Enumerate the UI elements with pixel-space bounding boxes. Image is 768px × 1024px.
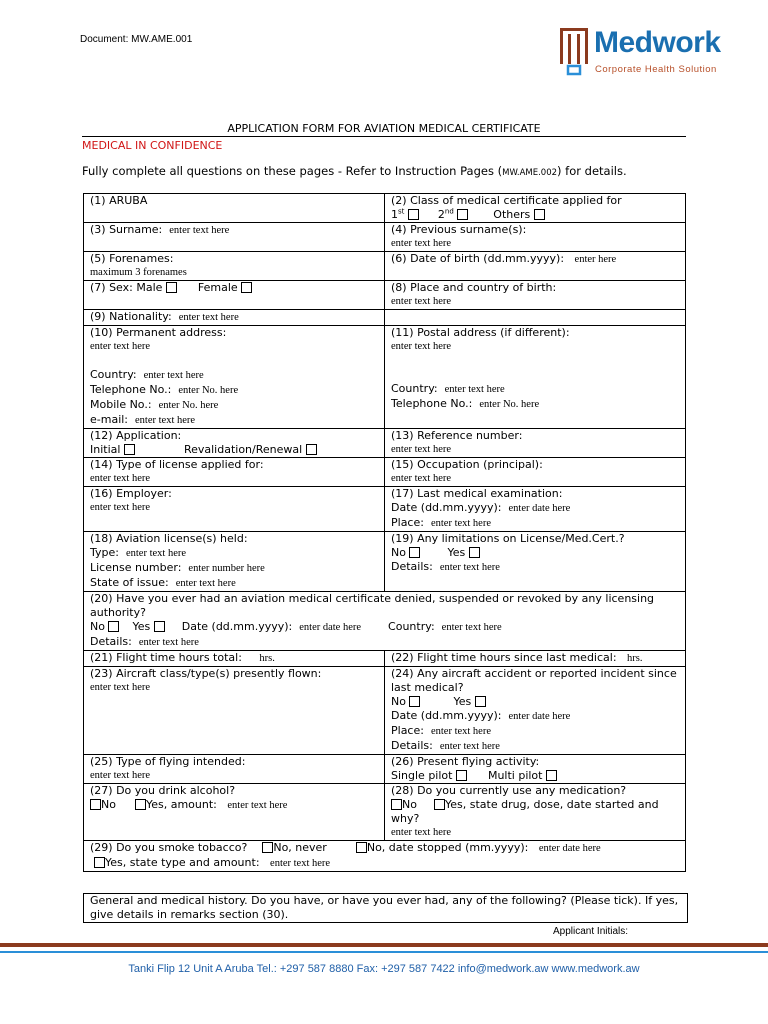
nationality-input[interactable]: enter text here: [178, 312, 239, 323]
title-rule: [82, 136, 686, 137]
accident-label: (24) Any aircraft accident or reported incident since last medical?: [391, 667, 677, 694]
limitations-yes-checkbox[interactable]: [469, 547, 480, 558]
medication-input[interactable]: enter text here: [391, 827, 452, 838]
revalidation-checkbox[interactable]: [306, 444, 317, 455]
license-number-label: License number:: [90, 561, 182, 574]
male-checkbox[interactable]: [166, 282, 177, 293]
tobacco-stopped-checkbox[interactable]: [356, 842, 367, 853]
postal-telephone-input[interactable]: enter No. here: [479, 399, 540, 410]
form-row-4: [84, 281, 686, 310]
female-label: Female: [197, 281, 238, 294]
alcohol-no-label: No: [101, 798, 116, 811]
license-held-label: (18) Aviation license(s) held:: [90, 532, 248, 545]
occupation-label: (15) Occupation (principal):: [391, 458, 543, 471]
forenames-input[interactable]: maximum 3 forenames: [90, 267, 187, 278]
form-row-2: [84, 223, 686, 252]
single-pilot-checkbox[interactable]: [456, 770, 467, 781]
state-of-issue-label: State of issue:: [90, 576, 169, 589]
accident-details-input[interactable]: enter text here: [439, 741, 500, 752]
denied-details-label: Details:: [90, 635, 132, 648]
form-row-16: [84, 841, 686, 872]
medwork-logo: [558, 26, 733, 82]
aircraft-class-input[interactable]: enter text here: [90, 682, 151, 693]
medwork-logo-icon: [558, 26, 592, 76]
form-row-7: [84, 429, 686, 458]
medication-yes-checkbox[interactable]: [434, 799, 445, 810]
prev-surname-label: (4) Previous surname(s):: [391, 223, 527, 236]
tobacco-yes-checkbox[interactable]: [94, 857, 105, 868]
field-15: [385, 458, 686, 487]
medication-label: (28) Do you currently use any medication?: [391, 784, 627, 797]
postal-address-input[interactable]: enter text here: [391, 341, 452, 352]
last-exam-date-input[interactable]: enter date here: [508, 503, 571, 514]
instructions: [82, 164, 627, 178]
application-label: (12) Application:: [90, 429, 182, 442]
field-7: [84, 281, 385, 310]
aircraft-class-label: (23) Aircraft class/type(s) presently flown:: [90, 667, 322, 680]
alcohol-amount-input[interactable]: enter text here: [227, 800, 288, 811]
tobacco-label: (29) Do you smoke tobacco?: [90, 841, 248, 854]
form-row-12: [84, 651, 686, 667]
employer-input[interactable]: enter text here: [90, 502, 151, 513]
class-2-checkbox[interactable]: [457, 209, 468, 220]
accident-date-input[interactable]: enter date here: [508, 711, 571, 722]
last-exam-date-label: Date (dd.mm.yyyy):: [391, 501, 502, 514]
others-label: Others: [493, 208, 531, 221]
tobacco-never-label: No, never: [273, 841, 327, 854]
flying-intended-label: (25) Type of flying intended:: [90, 755, 246, 768]
accident-details-label: Details:: [391, 739, 433, 752]
mobile-input[interactable]: enter No. here: [158, 400, 219, 411]
field-18: [84, 532, 385, 592]
nationality-label: (9) Nationality:: [90, 310, 172, 323]
field-1: (1) ARUBA: [84, 194, 385, 223]
field-3: [84, 223, 385, 252]
class-2-label: 2nd: [437, 207, 454, 221]
field-24: [385, 667, 686, 755]
medication-no-checkbox[interactable]: [391, 799, 402, 810]
accident-no-checkbox[interactable]: [409, 696, 420, 707]
dob-label: (6) Date of birth (dd.mm.yyyy):: [391, 252, 565, 265]
limitations-yes-label: Yes: [447, 546, 466, 559]
last-exam-place-label: Place:: [391, 516, 424, 529]
last-exam-place-input[interactable]: enter text here: [430, 518, 491, 529]
application-form-table: [83, 193, 686, 872]
last-exam-label: (17) Last medical examination:: [391, 487, 563, 500]
limitations-details-input[interactable]: enter text here: [439, 562, 500, 573]
postal-country-input[interactable]: enter text here: [444, 384, 505, 395]
alcohol-no-checkbox[interactable]: [90, 799, 101, 810]
form-row-6: [84, 326, 686, 429]
email-input[interactable]: enter text here: [135, 415, 196, 426]
field-27: [84, 784, 385, 841]
alcohol-label: (27) Do you drink alcohol?: [90, 784, 236, 797]
license-held-type-input[interactable]: enter text here: [125, 548, 187, 559]
denied-details-input[interactable]: enter text here: [138, 637, 199, 648]
country-input[interactable]: enter text here: [143, 370, 204, 381]
field-6: [385, 252, 686, 281]
field-22: [385, 651, 686, 667]
form-row-15: [84, 784, 686, 841]
perm-address-label: (10) Permanent address:: [90, 326, 227, 339]
reference-input[interactable]: enter text here: [391, 444, 452, 455]
limitations-details-label: Details:: [391, 560, 433, 573]
applicant-initials-label: Applicant Initials:: [553, 926, 629, 937]
denied-no-label: No: [90, 620, 105, 633]
alcohol-yes-label: Yes, amount:: [145, 798, 217, 811]
field-10: [84, 326, 385, 429]
accident-yes-checkbox[interactable]: [475, 696, 486, 707]
field-23: [84, 667, 385, 755]
confidential-label: MEDICAL IN CONFIDENCE: [82, 139, 223, 152]
field-17: [385, 487, 686, 532]
denied-country-label: Country:: [388, 620, 435, 633]
birthplace-label: (8) Place and country of birth:: [391, 281, 557, 294]
flying-activity-label: (26) Present flying activity:: [391, 755, 540, 768]
prev-surname-input[interactable]: enter text here: [391, 238, 452, 249]
footer-rule-brown: [0, 943, 768, 947]
field-11: [385, 326, 686, 429]
denied-country-input[interactable]: enter text here: [441, 622, 502, 633]
license-type-label: (14) Type of license applied for:: [90, 458, 264, 471]
form-row-3: [84, 252, 686, 281]
female-checkbox[interactable]: [241, 282, 252, 293]
accident-place-label: Place:: [391, 724, 424, 737]
limitations-label: (19) Any limitations on License/Med.Cert.?: [391, 532, 625, 545]
field-25: [84, 755, 385, 784]
limitations-no-checkbox[interactable]: [409, 547, 420, 558]
flight-total-label: (21) Flight time hours total:: [90, 651, 242, 664]
revalidation-label: Revalidation/Renewal: [183, 443, 303, 456]
email-label: e-mail:: [90, 413, 129, 426]
birthplace-input[interactable]: enter text here: [391, 296, 452, 307]
multi-pilot-checkbox[interactable]: [546, 770, 557, 781]
telephone-label: Telephone No.:: [90, 383, 172, 396]
form-row-14: [84, 755, 686, 784]
tobacco-yes-input[interactable]: enter text here: [270, 858, 331, 869]
others-checkbox[interactable]: [534, 209, 545, 220]
form-row-11: [84, 592, 686, 651]
flight-since-label: (22) Flight time hours since last medical:: [391, 651, 617, 664]
country-label: Country:: [90, 368, 137, 381]
form-row-10: [84, 532, 686, 592]
instr-pre: Fully complete all questions on these pages - Refer to Instruction Pages (: [82, 164, 503, 178]
class-1-checkbox[interactable]: [408, 209, 419, 220]
employer-label: (16) Employer:: [90, 487, 172, 500]
denied-label: (20) Have you ever had an aviation medical certificate denied, suspended or revoked by any licensing authority?: [90, 592, 655, 619]
field-28: [385, 784, 686, 841]
field-4: [385, 223, 686, 252]
dob-input[interactable]: enter here: [574, 254, 617, 265]
license-number-input[interactable]: enter number here: [188, 563, 265, 574]
form-row-1: [84, 194, 686, 223]
form-row-8: [84, 458, 686, 487]
state-of-issue-input[interactable]: enter text here: [175, 578, 236, 589]
sex-male-label: (7) Sex: Male: [90, 281, 163, 294]
forenames-label: (5) Forenames:: [90, 252, 174, 265]
document-id: Document: MW.AME.001: [80, 34, 193, 45]
medication-yes-label: Yes, state drug, dose, date started and why?: [391, 798, 659, 825]
instr-post: ) for details.: [557, 164, 627, 178]
surname-input[interactable]: enter text here: [169, 225, 230, 236]
field-8: [385, 281, 686, 310]
flight-since-input[interactable]: hrs.: [627, 653, 643, 664]
field-9: [84, 310, 385, 326]
single-pilot-label: Single pilot: [391, 769, 453, 782]
limitations-no-label: No: [391, 546, 406, 559]
instr-ref: MW.AME.002: [502, 168, 558, 178]
flying-intended-input[interactable]: enter text here: [90, 770, 151, 781]
denied-no-checkbox[interactable]: [108, 621, 119, 632]
field-14: [84, 458, 385, 487]
class-1-label: 1st: [391, 207, 405, 221]
field-9-empty: [385, 310, 686, 326]
alcohol-yes-checkbox[interactable]: [135, 799, 146, 810]
mobile-label: Mobile No.:: [90, 398, 152, 411]
medication-no-label: No: [402, 798, 417, 811]
license-held-type-label: Type:: [90, 546, 119, 559]
field-19: [385, 532, 686, 592]
multi-pilot-label: Multi pilot: [487, 769, 543, 782]
denied-date-label: Date (dd.mm.yyyy):: [181, 620, 293, 633]
field-16: [84, 487, 385, 532]
field-2: [385, 194, 686, 223]
field-13: [385, 429, 686, 458]
logo-tagline: Corporate Health Solution: [595, 64, 717, 75]
tobacco-stopped-input[interactable]: enter date here: [538, 843, 601, 854]
field-20: [84, 592, 686, 651]
field-2-label: (2) Class of medical certificate applied for: [391, 194, 622, 207]
field-29: [84, 841, 686, 872]
reference-label: (13) Reference number:: [391, 429, 523, 442]
license-type-input[interactable]: enter text here: [90, 473, 151, 484]
accident-place-input[interactable]: enter text here: [430, 726, 491, 737]
perm-address-input[interactable]: enter text here: [90, 341, 151, 352]
logo-word: Medwork: [594, 26, 721, 59]
tobacco-stopped-label: No, date stopped (mm.yyyy):: [366, 841, 529, 854]
denied-yes-checkbox[interactable]: [154, 621, 165, 632]
initial-label: Initial: [90, 443, 121, 456]
footer-contact: Tanki Flip 12 Unit A Aruba Tel.: +297 587 8880 Fax: +297 587 7422 info@medwork.aw www.medwork.aw: [128, 963, 640, 975]
postal-address-label: (11) Postal address (if different):: [391, 326, 570, 339]
form-row-9: [84, 487, 686, 532]
accident-yes-label: Yes: [453, 695, 472, 708]
telephone-input[interactable]: enter No. here: [178, 385, 239, 396]
form-title: APPLICATION FORM FOR AVIATION MEDICAL CERTIFICATE: [227, 122, 541, 135]
form-row-13: [84, 667, 686, 755]
form-row-5: [84, 310, 686, 326]
postal-country-label: Country:: [391, 382, 438, 395]
accident-date-label: Date (dd.mm.yyyy):: [391, 709, 502, 722]
initial-checkbox[interactable]: [124, 444, 135, 455]
accident-no-label: No: [391, 695, 406, 708]
denied-date-input[interactable]: enter date here: [299, 622, 362, 633]
field-26: [385, 755, 686, 784]
tobacco-never-checkbox[interactable]: [262, 842, 273, 853]
field-5: [84, 252, 385, 281]
tobacco-yes-label: Yes, state type and amount:: [105, 856, 260, 869]
occupation-input[interactable]: enter text here: [391, 473, 452, 484]
flight-total-input[interactable]: hrs.: [259, 653, 275, 664]
denied-yes-label: Yes: [132, 620, 151, 633]
field-12: [84, 429, 385, 458]
footer-rule-blue: [0, 951, 768, 953]
postal-telephone-label: Telephone No.:: [391, 397, 473, 410]
surname-label: (3) Surname:: [90, 223, 163, 236]
field-21: [84, 651, 385, 667]
history-note: General and medical history. Do you have, or have you ever had, any of the following? (Please tick). If yes, give details in remarks section (30).: [83, 893, 688, 923]
